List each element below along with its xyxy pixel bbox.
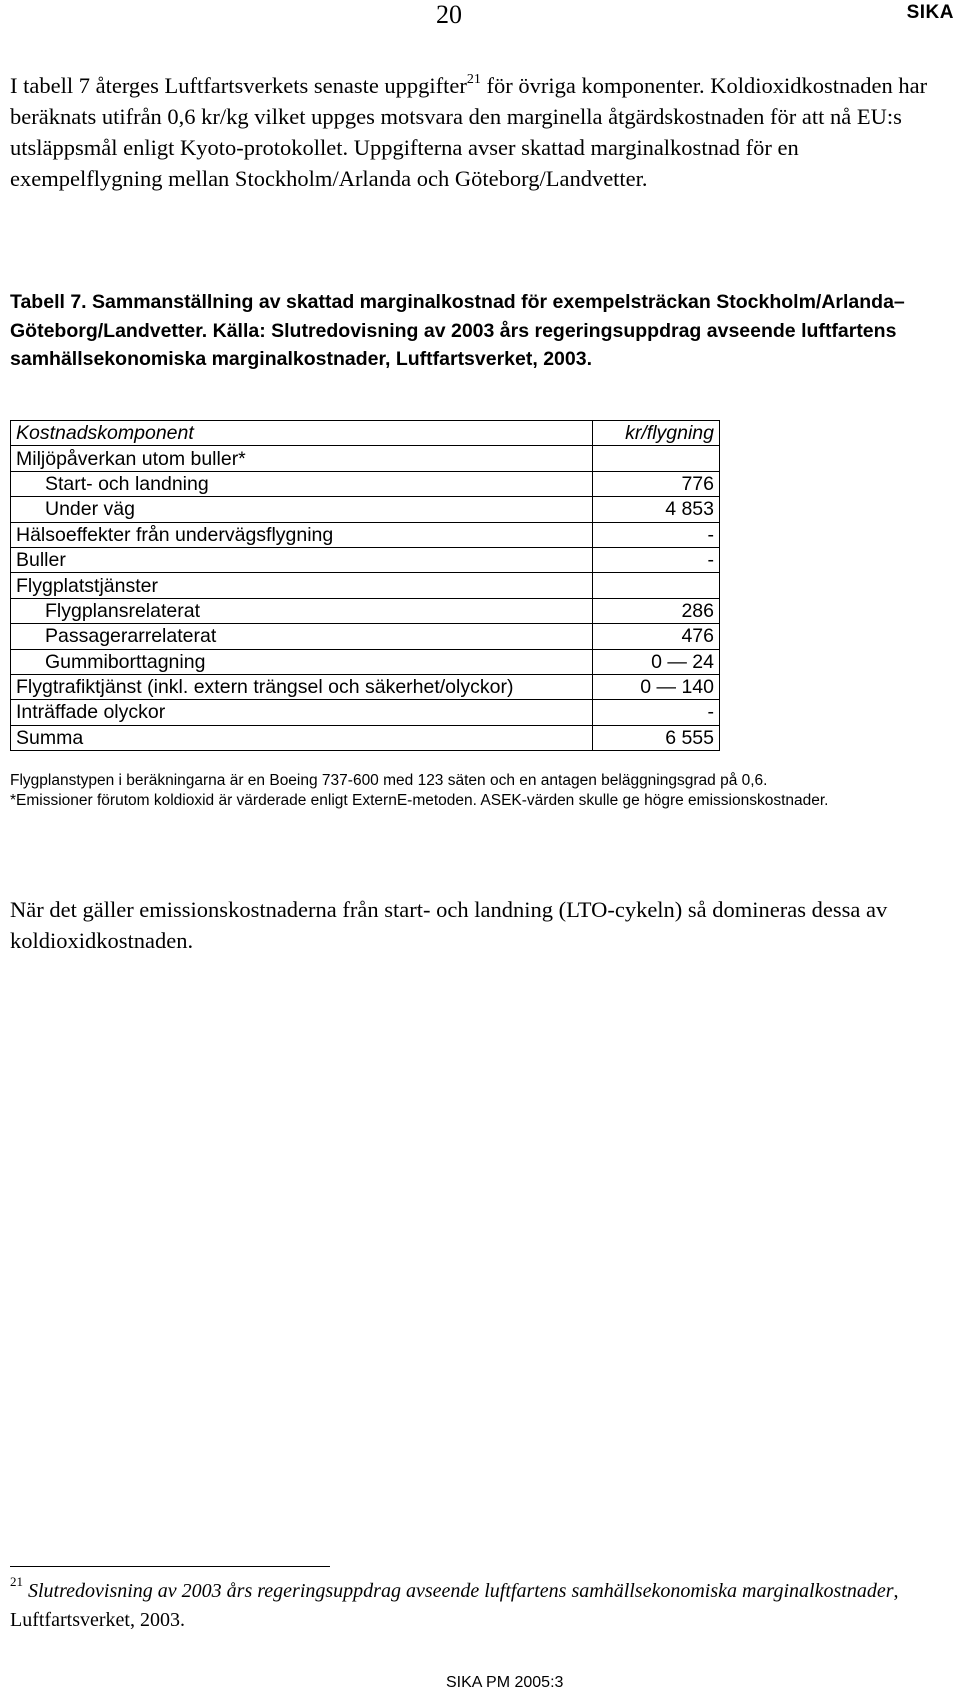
footnote-ref: 21 — [466, 71, 481, 87]
page-footer: SIKA PM 2005:3 — [446, 1674, 564, 1691]
cost-table — [10, 420, 720, 751]
row-value — [593, 446, 720, 471]
row-label: Miljöpåverkan utom buller* — [11, 446, 593, 471]
header-component: Kostnadskomponent — [11, 421, 593, 446]
brand-label: SIKA — [906, 2, 954, 23]
table-row — [11, 598, 720, 623]
table-row — [11, 624, 720, 649]
footnote — [10, 1574, 950, 1635]
intro-paragraph — [10, 70, 950, 194]
header-value: kr/flygning — [593, 421, 720, 446]
row-label: Gummiborttagning — [11, 649, 593, 674]
row-value: - — [593, 700, 720, 725]
table-row — [11, 674, 720, 699]
table-row — [11, 471, 720, 496]
table-row — [11, 522, 720, 547]
row-label: Flygplatstjänster — [11, 573, 593, 598]
table-row — [11, 497, 720, 522]
table-row — [11, 725, 720, 750]
row-value: - — [593, 547, 720, 572]
row-label: Inträffade olyckor — [11, 700, 593, 725]
table-row — [11, 649, 720, 674]
table-note: *Emissioner förutom koldioxid är värderade enligt ExternE-metoden. ASEK-värden skulle ge högre emissionskostnader. — [10, 792, 829, 809]
table-row — [11, 700, 720, 725]
row-value: 776 — [593, 471, 720, 496]
table-header-row — [11, 421, 720, 446]
intro-text-start: I tabell 7 återges Luftfartsverkets senaste uppgifter — [10, 73, 467, 98]
table-note: Flygplanstypen i beräkningarna är en Boeing 737-600 med 123 säten och en antagen beläggningsgrad på 0,6. — [10, 772, 768, 789]
closing-paragraph: När det gäller emissionskostnaderna från start- och landning (LTO-cykeln) så domineras dessa av koldioxidkostnaden. — [10, 897, 888, 953]
table-notes — [10, 771, 955, 811]
footnote-title: Slutredovisning av 2003 års regeringsuppdrag avseende luftfartens samhällsekonomiska marginalkostnader — [28, 1580, 894, 1602]
row-value: 0 — 24 — [593, 649, 720, 674]
footnote-divider — [10, 1566, 330, 1567]
table-caption: Tabell 7. Sammanställning av skattad marginalkostnad för exempelsträckan Stockholm/Arlanda–Göteborg/Landvetter. Källa: Slutredovisning av 2003 års regeringsuppdrag avseende luftfartens samhällsekonomiska marginalkostnader, Luftfartsverket, 2003. — [10, 291, 905, 370]
intro-text-end: för övriga komponenter. Koldioxidkostnaden har beräknats utifrån 0,6 kr/kg vilket uppges motsvara den marginella åtgärdskostnaden för att nå EU:s utsläppsmål enligt Kyoto-protokollet. Uppgifterna avser skattad marginalkostnad för en exempelflygning mellan Stockholm/Arlanda och Göteborg/Landvetter. — [10, 73, 928, 191]
row-label: Flygplansrelaterat — [11, 598, 593, 623]
footnote-number: 21 — [10, 1574, 23, 1590]
row-label: Passagerarrelaterat — [11, 624, 593, 649]
row-value: 286 — [593, 598, 720, 623]
row-label: Under väg — [11, 497, 593, 522]
table-row — [11, 573, 720, 598]
table-row — [11, 446, 720, 471]
row-value: 476 — [593, 624, 720, 649]
page-number: 20 — [436, 0, 462, 29]
row-value: - — [593, 522, 720, 547]
row-label: Buller — [11, 547, 593, 572]
footnote-rest: , Luftfartsverket, 2003. — [10, 1580, 899, 1631]
table-row — [11, 547, 720, 572]
row-label: Summa — [11, 725, 593, 750]
row-value: 4 853 — [593, 497, 720, 522]
row-label: Start- och landning — [11, 471, 593, 496]
row-value: 6 555 — [593, 725, 720, 750]
row-label: Flygtrafiktjänst (inkl. extern trängsel och säkerhet/olyckor) — [11, 674, 593, 699]
row-value: 0 — 140 — [593, 674, 720, 699]
row-value — [593, 573, 720, 598]
row-label: Hälsoeffekter från undervägsflygning — [11, 522, 593, 547]
